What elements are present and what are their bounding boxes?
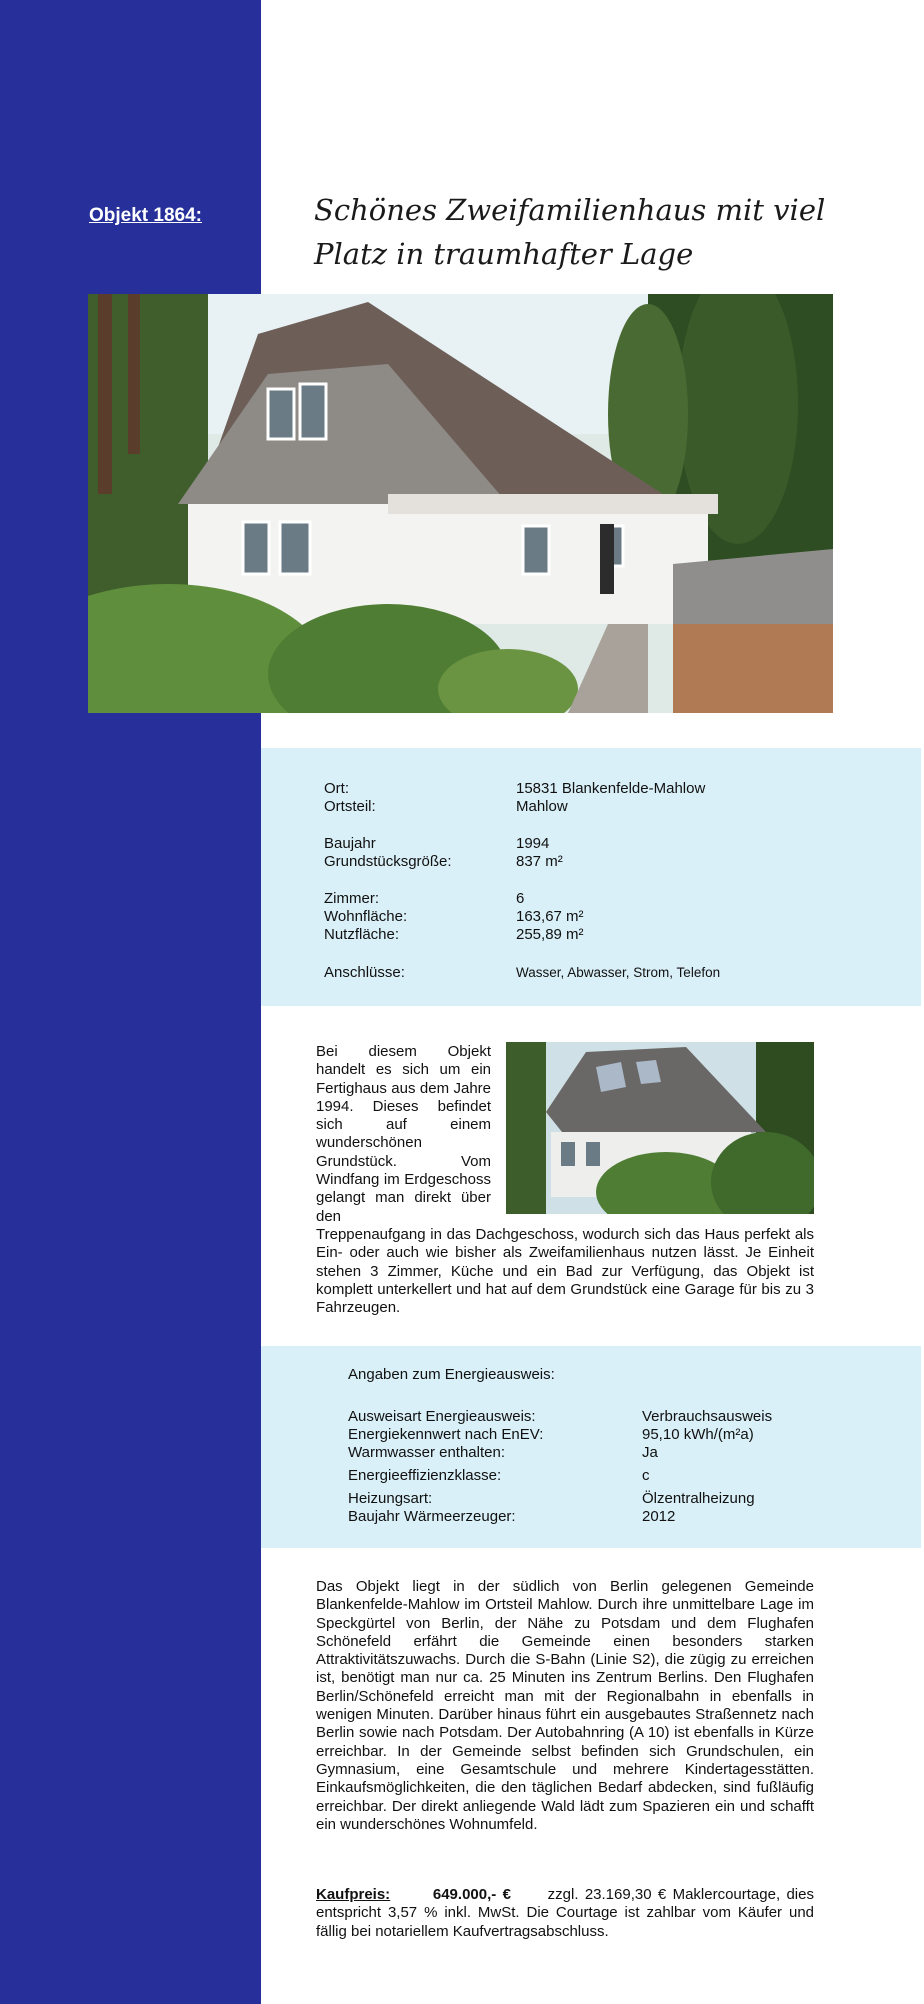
fact-ortsteil-label: Ortsteil: <box>324 798 376 815</box>
location-description: Das Objekt liegt in der südlich von Berlin gelegenen Gemeinde Blankenfelde-Mahlow im Ortsteil Mahlow. Durch ihre unmittelbare Lage im Speckgürtel von Berlin, der Nähe zu Potsdam und dem Flughafen Schönefeld erfährt die Gemeinde einen besonders starken Attraktivitätszuwachs. Durch die S-Bahn (Linie S2), die zügig zu erreichen ist, benötigt man nur ca. 25 Minuten ins Zentrum Berlins. Den Flughafen Berlin/Schönefeld erreicht man mit der Regionalbahn in ebenfalls in wenigen Minuten. Darüber hinaus führt ein ausgebautes Straßennetz nach Berlin sowie nach Potsdam. Der Autobahnring (A 10) ist ebenfalls in Kürze erreichbar. In der Gemeinde selbst befinden sich Grundschulen, ein Gymnasium, eine Gesamtschule und mehrere Kindertagesstätten. Einkaufsmöglichkeiten, die den täglichen Bedarf abdecken, sind fußläufig erreichbar. Der direkt anliegende Wald lädt zum Spazieren ein und schafft ein wunderschönes Wohnumfeld. <box>316 1578 814 1833</box>
energy-klasse: c <box>642 1467 650 1484</box>
energy-baujahr: 2012 <box>642 1508 676 1525</box>
energy-kennwert: 95,10 kWh/(m²a) <box>642 1426 754 1443</box>
price-text: zzgl. 23.169,30 € Maklercourtage, dies entspricht 3,57 % inkl. MwSt. Die Courtage ist zahlbar vom Käufer und fällig bei notariellem Kaufvertragsabschluss. <box>316 1886 814 1940</box>
facts-panel <box>261 748 921 1006</box>
fact-anschluesse: Wasser, Abwasser, Strom, Telefon <box>516 965 721 980</box>
fact-ort: 15831 Blankenfelde-Mahlow <box>516 780 706 797</box>
fact-zimmer: 6 <box>516 890 525 907</box>
fact-anschluesse-label: Anschlüsse: <box>324 964 405 981</box>
description-top: Bei diesem Objekt handelt es sich um ein Fertighaus aus dem Jahre 1994. Dieses befindet sich auf einem wunderschönen Grundstück. Vom Windfang im Erdgeschoss gelangt man direkt über den <box>316 1043 491 1225</box>
fact-grundstueck: 837 m² <box>516 853 563 870</box>
price-section <box>316 1886 814 1941</box>
energy-klasse-label: Energieeffizienzklasse: <box>348 1467 502 1484</box>
fact-baujahr-label: Baujahr <box>324 835 376 852</box>
energy-art-label: Ausweisart Energieausweis: <box>348 1408 536 1425</box>
energy-warmwasser-label: Warmwasser enthalten: <box>348 1444 506 1461</box>
fact-nutzflaeche-label: Nutzfläche: <box>324 926 400 943</box>
energy-heizung-label: Heizungsart: <box>348 1490 433 1507</box>
energy-kennwert-label: Energiekennwert nach EnEV: <box>348 1426 544 1443</box>
energy-baujahr-label: Baujahr Wärmeerzeuger: <box>348 1508 516 1525</box>
fact-wohnflaeche: 163,67 m² <box>516 908 584 925</box>
fact-zimmer-label: Zimmer: <box>324 890 379 907</box>
description-bottom: Treppenaufgang in das Dachgeschoss, wodurch sich das Haus perfekt als Ein- oder auch wie bisher als Zweifamilienhaus nutzen lässt. Je Einheit stehen 3 Zimmer, Küche und ein Bad zur Verfügung, das Objekt ist komplett unterkellert und hat auf dem Grundstück eine Garage für bis zu 3 Fahrzeugen. <box>316 1226 814 1317</box>
fact-ort-label: Ort: <box>324 780 349 797</box>
fact-wohnflaeche-label: Wohnfläche: <box>324 908 408 925</box>
fact-baujahr: 1994 <box>516 835 550 852</box>
house-photo-secondary <box>506 1042 814 1214</box>
price-value: 649.000,- € <box>432 1886 511 1903</box>
page-title: Schönes Zweifamilienhaus mit viel Platz in traumhafter Lage <box>314 193 826 271</box>
fact-ortsteil: Mahlow <box>516 798 568 815</box>
house-photo <box>88 294 833 713</box>
energy-heading: Angaben zum Energieausweis: <box>348 1366 555 1383</box>
fact-nutzflaeche: 255,89 m² <box>516 926 584 943</box>
energy-warmwasser: Ja <box>642 1444 658 1461</box>
energy-art: Verbrauchsausweis <box>642 1408 773 1425</box>
energy-heizung: Ölzentralheizung <box>642 1490 755 1507</box>
object-number: Objekt 1864: <box>89 205 202 226</box>
fact-grundstueck-label: Grundstücksgröße: <box>324 853 452 870</box>
price-label: Kaufpreis: <box>316 1886 391 1903</box>
